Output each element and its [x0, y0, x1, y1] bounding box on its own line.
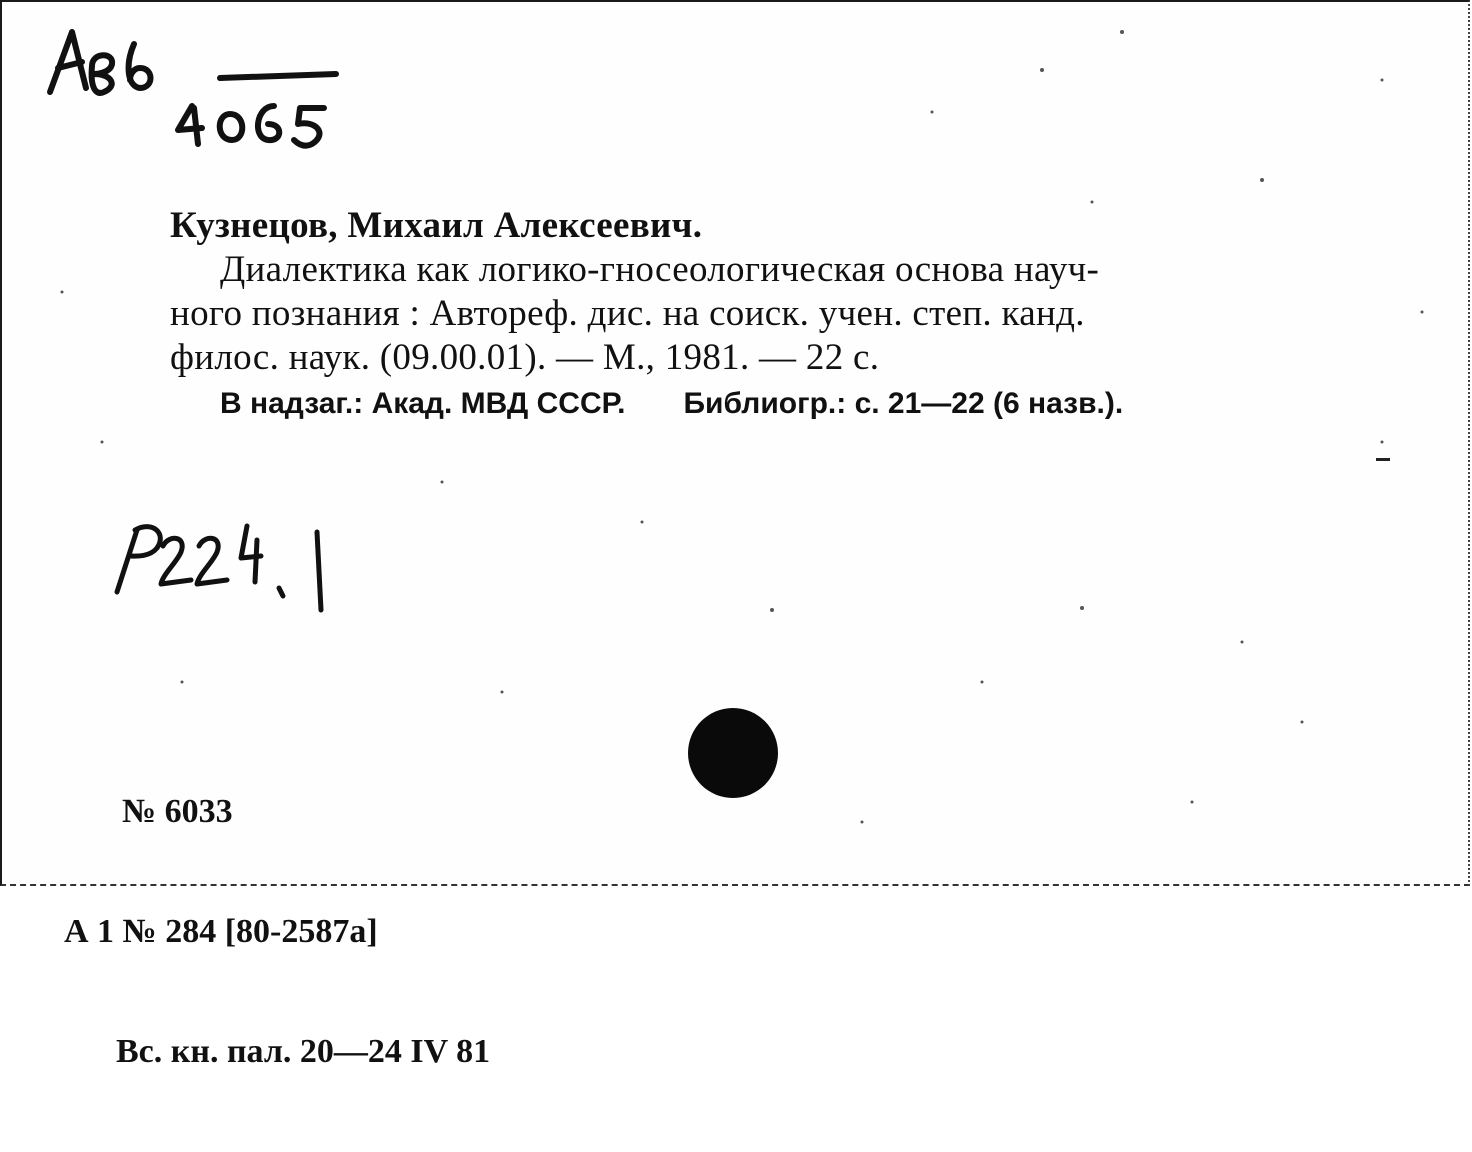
punch-hole: [688, 708, 778, 798]
catalog-reference: А 1 № 284 [80-2587а]: [64, 913, 378, 950]
classification-drawing: [107, 512, 352, 622]
institution-note: В надзаг.: Акад. МВД СССР.: [220, 387, 626, 420]
title-line: филос. наук. (09.00.01). — М., 1981. — 22 с.: [170, 337, 880, 378]
author-heading: Кузнецов, Михаил Алексеевич.: [170, 205, 703, 246]
card-footer: [64, 712, 490, 1152]
bibliographic-entry: [170, 204, 1350, 380]
title-line: Диалектика как логико-гносеологическая основа науч-: [220, 249, 1100, 290]
handwritten-shelfmark: [42, 22, 372, 162]
title-description: [170, 248, 1350, 380]
notes-line: [220, 384, 1350, 424]
handwritten-classification-code: [107, 512, 352, 622]
shelfmark-drawing: [42, 22, 372, 162]
bibliography-note: Библиогр.: с. 21—22 (6 назв.).: [683, 387, 1124, 420]
title-line: ного познания : Автореф. дис. на соиск. учен. степ. канд.: [170, 293, 1085, 334]
card-number: № 6033: [122, 793, 233, 830]
submission-note: Вс. кн. пал. 20—24 IV 81: [116, 1033, 491, 1070]
